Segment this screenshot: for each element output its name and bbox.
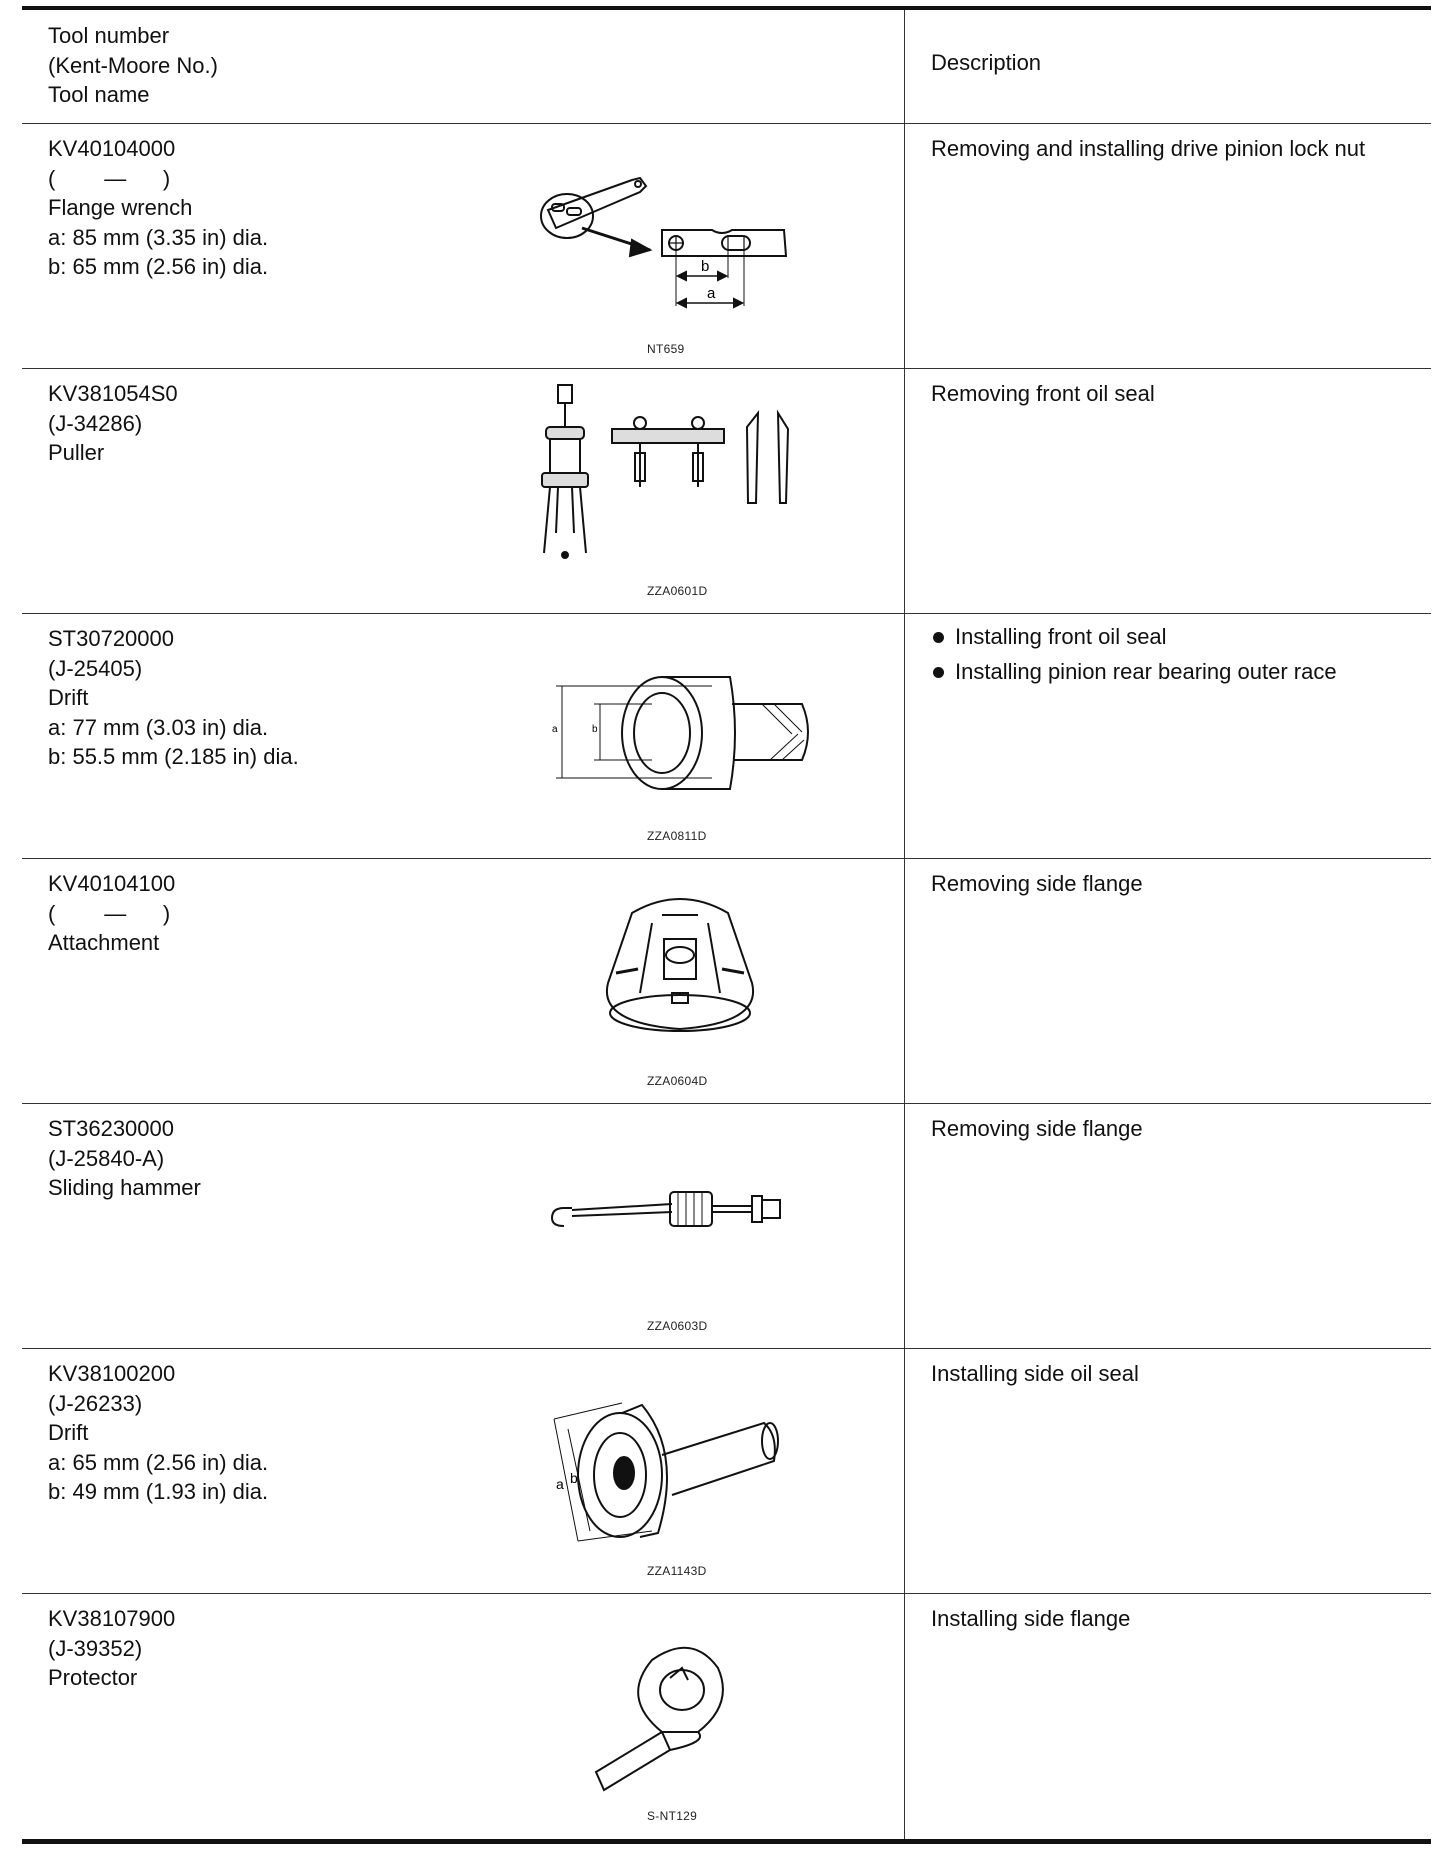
sliding-hammer-illustration bbox=[512, 1118, 892, 1318]
description-column-header: Description bbox=[931, 50, 1042, 75]
table-row bbox=[22, 859, 1431, 1104]
side-drift-illustration bbox=[512, 1363, 892, 1563]
dimension-label-a: a bbox=[707, 285, 716, 302]
tool-description: Removing side flange bbox=[931, 871, 1143, 896]
tool-info: KV40104100 ( — ) Attachment bbox=[48, 871, 176, 955]
description-list bbox=[931, 624, 1337, 694]
special-tools-table bbox=[22, 6, 1431, 1844]
tool-description: Installing side flange bbox=[931, 1606, 1131, 1631]
tool-info: KV38100200 (J-26233) Drift a: 65 mm (2.56 in) dia. b: 49 mm (1.93 in) dia. bbox=[48, 1361, 269, 1504]
flange-wrench-illustration bbox=[512, 138, 892, 338]
table-row bbox=[22, 124, 1431, 369]
figure-code: NT659 bbox=[647, 342, 685, 356]
puller-illustration bbox=[512, 383, 892, 583]
attachment-illustration bbox=[512, 873, 892, 1073]
drift-illustration bbox=[512, 628, 892, 828]
protector-illustration bbox=[512, 1608, 892, 1808]
description-item: Installing pinion rear bearing outer race bbox=[931, 659, 1337, 685]
tool-column-header: Tool number (Kent-Moore No.) Tool name bbox=[48, 23, 218, 107]
table-row bbox=[22, 369, 1431, 614]
dimension-label-a: a bbox=[552, 724, 558, 735]
table-row bbox=[22, 614, 1431, 859]
tool-description: Removing front oil seal bbox=[931, 381, 1155, 406]
figure-code: ZZA1143D bbox=[647, 1564, 707, 1578]
figure-code: ZZA0603D bbox=[647, 1319, 708, 1333]
description-item: Installing front oil seal bbox=[931, 624, 1337, 650]
dimension-label-b: b bbox=[592, 724, 598, 735]
table-row bbox=[22, 1594, 1431, 1839]
table-header bbox=[22, 10, 1431, 124]
figure-code: S-NT129 bbox=[647, 1809, 698, 1823]
figure-code: ZZA0601D bbox=[647, 584, 708, 598]
figure-code: ZZA0604D bbox=[647, 1074, 708, 1088]
dimension-label-b: b bbox=[701, 258, 710, 275]
tool-description: Removing and installing drive pinion lock nut bbox=[931, 136, 1366, 161]
table-row bbox=[22, 1104, 1431, 1349]
tool-info: ST30720000 (J-25405) Drift a: 77 mm (3.03 in) dia. b: 55.5 mm (2.185 in) dia. bbox=[48, 626, 299, 769]
tool-info: KV38107900 (J-39352) Protector bbox=[48, 1606, 176, 1690]
table-row bbox=[22, 1349, 1431, 1594]
tool-info: KV40104000 ( — ) Flange wrench a: 85 mm (3.35 in) dia. b: 65 mm (2.56 in) dia. bbox=[48, 136, 269, 279]
dimension-label-a: a bbox=[556, 1476, 564, 1492]
tool-info: ST36230000 (J-25840-A) Sliding hammer bbox=[48, 1116, 201, 1200]
tool-description: Removing side flange bbox=[931, 1116, 1143, 1141]
dimension-label-b: b bbox=[570, 1470, 578, 1486]
tool-description: Installing side oil seal bbox=[931, 1361, 1139, 1386]
tool-info: KV381054S0 (J-34286) Puller bbox=[48, 381, 178, 465]
figure-code: ZZA0811D bbox=[647, 829, 707, 843]
